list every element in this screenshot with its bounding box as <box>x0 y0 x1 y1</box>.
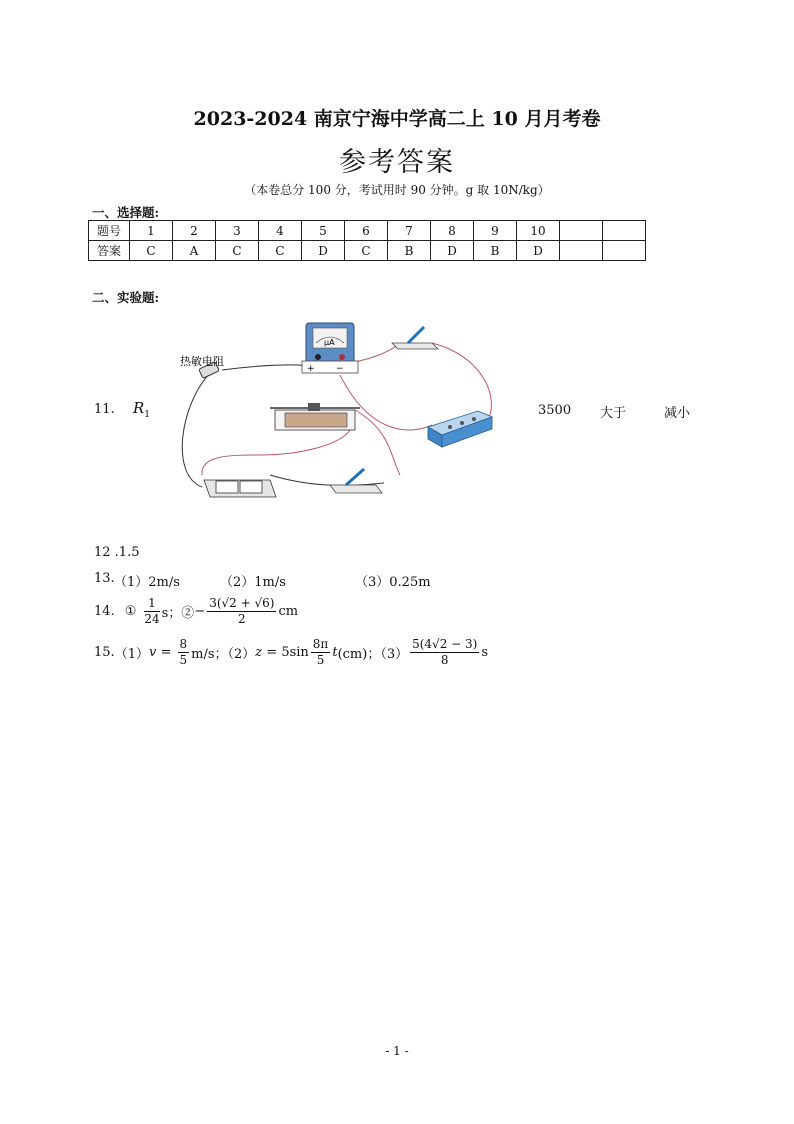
q14-f1-numerator: 1 <box>144 596 159 612</box>
rheostat-slider <box>308 403 320 411</box>
table-row-numbers <box>89 221 646 241</box>
table-cell <box>603 241 646 261</box>
section-heading-experiment: 二、实验题: <box>92 290 160 305</box>
row-label-question: 题号 <box>89 221 130 241</box>
q14-after-1: s；② <box>161 606 195 621</box>
q15-t: t <box>332 645 338 660</box>
q15-number: 15. <box>94 645 115 660</box>
q14-fraction-1 <box>144 596 159 627</box>
q15-unit-2: (cm)；（3） <box>337 647 409 662</box>
table-cell: 9 <box>474 221 517 241</box>
q13-number: 13. <box>94 571 115 586</box>
q11-symbol-sub: 1 <box>144 410 151 420</box>
q15-f3-denominator: 8 <box>440 653 449 667</box>
q15-f3-numerator: 5(4√2 − 3) <box>412 637 478 651</box>
wire-black-top <box>222 365 312 370</box>
q15-unit-1: m/s；（2） <box>191 647 256 662</box>
q15-fraction-2 <box>311 637 331 668</box>
q15-z: z <box>255 645 263 660</box>
table-cell: B <box>474 241 517 261</box>
q15-fraction-1 <box>178 637 190 668</box>
q11-value-2: 大于 <box>600 406 627 421</box>
battery-cell-1 <box>216 481 238 493</box>
q15-answer <box>94 637 488 668</box>
page-title: 2023-2024 南京宁海中学高二上 10 月月考卷 <box>193 108 601 130</box>
table-cell: 5 <box>302 221 345 241</box>
table-cell <box>603 221 646 241</box>
battery-cell-2 <box>240 481 262 493</box>
row-label-answer: 答案 <box>89 241 130 261</box>
switch-top-lever <box>408 327 424 343</box>
q11-symbol-r: R <box>133 399 145 417</box>
table-cell: D <box>431 241 474 261</box>
q12-answer: 12 .1.5 <box>94 545 140 560</box>
switch-top-base <box>392 343 438 349</box>
q11-number: 11. <box>94 402 115 417</box>
q13-part-1: （1）2m/s <box>114 575 180 590</box>
q15-unit-3: s <box>481 645 488 660</box>
table-cell: C <box>216 241 259 261</box>
ammeter-terminal-minus <box>339 354 345 360</box>
wire-red-top <box>350 345 398 363</box>
table-cell: 8 <box>431 221 474 241</box>
table-cell: 2 <box>173 221 216 241</box>
page-number: - 1 - <box>385 1044 409 1058</box>
wire-red-lower <box>355 410 400 475</box>
ammeter-minus: − <box>336 364 344 374</box>
q14-answer <box>94 596 298 627</box>
table-cell: 1 <box>130 221 173 241</box>
q14-number: 14. <box>94 604 115 619</box>
ammeter-label: μA <box>324 338 335 347</box>
table-cell: 4 <box>259 221 302 241</box>
table-row-answers <box>89 241 646 261</box>
switch-bottom-lever <box>346 469 364 485</box>
q14-f1-denominator: 24 <box>144 612 160 626</box>
answer-table <box>88 220 646 261</box>
exam-note: （本卷总分 100 分，考试用时 90 分钟。g 取 10N/kg） <box>244 183 550 197</box>
ammeter-plus: + <box>307 364 315 374</box>
wire-red-right <box>432 343 491 420</box>
q14-minus: − <box>194 604 206 619</box>
q15-part-1: （1） <box>114 647 149 662</box>
q11-value-1: 3500 <box>538 403 572 418</box>
table-cell: C <box>259 241 302 261</box>
table-cell: 6 <box>345 221 388 241</box>
table-cell: D <box>517 241 560 261</box>
q11-value-3: 减小 <box>664 406 691 421</box>
thermistor-label: 热敏电阻 <box>180 355 224 368</box>
table-cell: 3 <box>216 221 259 241</box>
table-cell: D <box>302 241 345 261</box>
switch-bottom-base <box>330 485 382 493</box>
section-heading-choice: 一、选择题: <box>92 205 160 220</box>
table-cell: 10 <box>517 221 560 241</box>
table-cell <box>560 221 603 241</box>
circuit-diagram <box>170 315 510 510</box>
table-cell <box>560 241 603 261</box>
q14-unit: cm <box>278 604 299 619</box>
q15-eq-2: = 5sin <box>262 645 309 660</box>
ammeter-terminal-plus <box>315 354 321 360</box>
q14-f2-denominator: 2 <box>238 612 246 626</box>
q15-v: v <box>148 645 157 660</box>
wire-red-bottom-left <box>202 430 350 475</box>
q14-fraction-2 <box>207 596 276 627</box>
q15-fraction-3 <box>410 637 479 668</box>
table-cell: B <box>388 241 431 261</box>
wire-black-bottom <box>270 475 384 485</box>
wire-black-left <box>182 373 210 487</box>
q15-f1-numerator: 8 <box>179 637 188 651</box>
q15-f2-denominator: 5 <box>316 653 325 667</box>
table-cell: C <box>345 241 388 261</box>
page-subtitle: 参考答案 <box>339 147 455 178</box>
table-cell: C <box>130 241 173 261</box>
q15-f2-numerator: 8π <box>312 637 329 651</box>
q14-f2-numerator: 3(√2 + √6) <box>209 596 275 610</box>
q11-symbol <box>133 399 150 420</box>
q15-eq: = <box>156 645 176 660</box>
table-cell: A <box>173 241 216 261</box>
q14-circle-1: ① <box>124 604 137 619</box>
q15-f1-denominator: 5 <box>179 653 188 667</box>
table-cell: 7 <box>388 221 431 241</box>
q13-part-3: （3）0.25m <box>355 575 431 590</box>
q13-part-2: （2）1m/s <box>220 575 286 590</box>
